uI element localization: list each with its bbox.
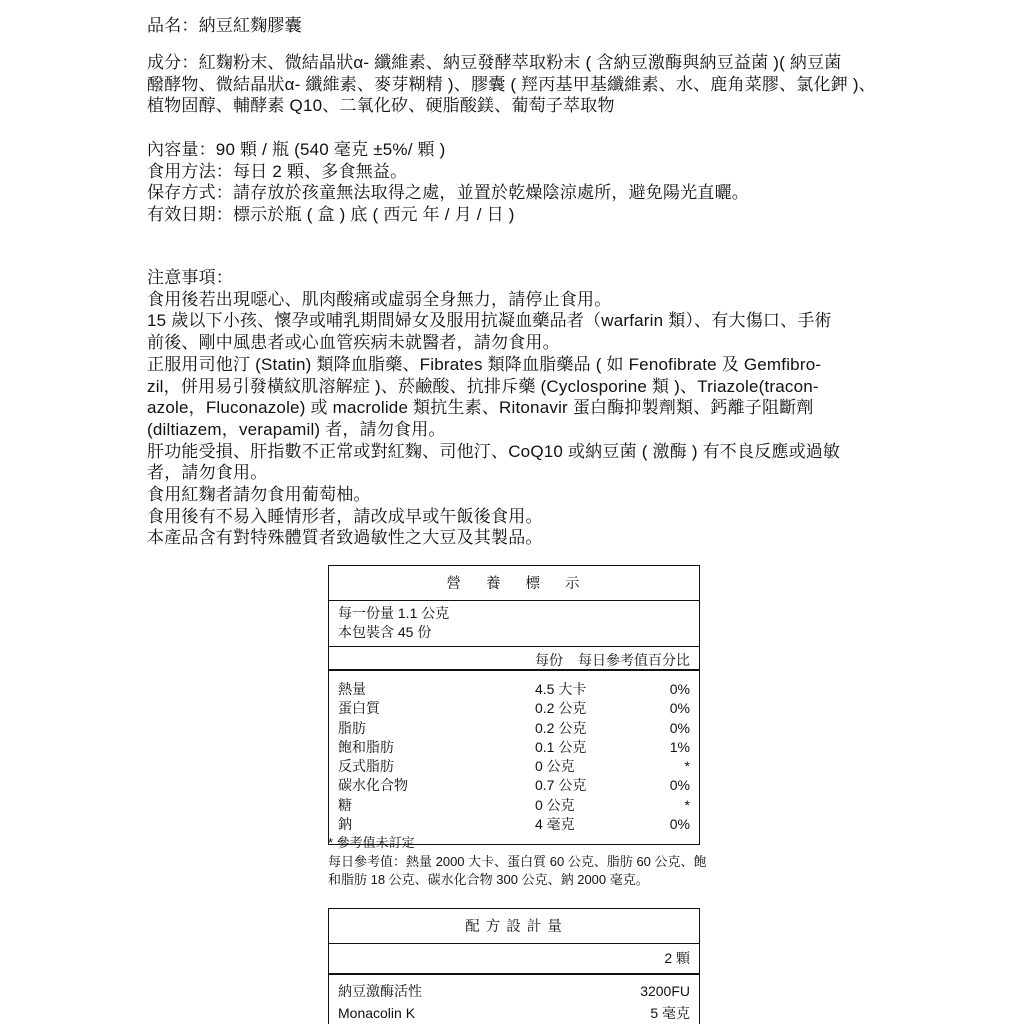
formula-name: Monacolin K <box>338 1005 416 1021</box>
precaution-line: 者，請勿食用。 <box>147 463 268 483</box>
formula-row <box>329 1003 699 1024</box>
product-info-section <box>147 139 749 226</box>
nutrition-row <box>329 757 699 776</box>
nutrient-name: 反式脂肪 <box>338 758 394 775</box>
storage-line: 保存方式：請存放於孩童無法取得之處，並置於乾燥陰涼處所，避免陽光直曬。 <box>147 183 749 203</box>
nutrient-name: 飽和脂肪 <box>338 738 394 755</box>
nutrient-daily-value: 0% <box>669 681 690 697</box>
ingredients-line: 醱酵物、微結晶狀α- 纖維素、麥芽糊精 )、膠囊 ( 羥丙基甲基纖維素、水、鹿角菜膠、氯化鉀 )、 <box>147 74 876 94</box>
precaution-line: 本產品含有對特殊體質者致過敏性之大豆及其製品。 <box>147 528 543 548</box>
nutrient-daily-value: 1% <box>669 738 690 755</box>
formula-value: 5 毫克 <box>650 1005 690 1021</box>
precautions-heading: 注意事項： <box>147 268 233 287</box>
footnote-line: 每日參考值：熱量 2000 大卡、蛋白質 60 公克、脂肪 60 公克、飽 <box>328 853 707 869</box>
daily-value-column-header: 每日參考值百分比 <box>578 652 690 668</box>
nutrient-amount: 0.7 公克 <box>535 777 587 794</box>
nutrient-amount: 4.5 大卡 <box>535 681 587 697</box>
ingredients-line: 植物固醇、輔酵素 Q10、二氧化矽、硬脂酸鎂、葡萄子萃取物 <box>147 96 615 116</box>
net-content-line: 內容量：90 顆 / 瓶 (540 毫克 ±5%/ 顆 ) <box>147 140 446 159</box>
nutrient-amount: 0.2 公克 <box>535 719 587 736</box>
nutrition-row <box>329 699 699 718</box>
nutrient-daily-value: * <box>684 796 690 813</box>
nutrition-rows <box>329 671 699 844</box>
nutrient-daily-value: 0% <box>669 777 690 794</box>
nutrient-amount: 0 公克 <box>535 796 575 813</box>
dose-row: 2 顆 <box>329 944 699 975</box>
footnote-line: 和脂肪 18 公克、碳水化合物 300 公克、鈉 2000 毫克。 <box>328 872 649 888</box>
nutrient-amount: 0.2 公克 <box>535 700 587 717</box>
precaution-line: 15 歲以下小孩、懷孕或哺乳期間婦女及服用抗凝血藥品者（warfarin 類）、有大傷口、手術 <box>147 311 832 331</box>
product-name-line: 品名：納豆紅麴膠囊 <box>147 16 302 35</box>
formula-row <box>329 980 699 1003</box>
formula-value: 3200FU <box>640 982 690 999</box>
nutrient-daily-value: 0% <box>669 816 690 833</box>
nutrition-row <box>329 680 699 699</box>
nutrient-name: 鈉 <box>338 816 352 833</box>
precaution-line: 食用後若出現噁心、肌肉酸痛或虛弱全身無力，請停止食用。 <box>147 289 612 309</box>
nutrition-row <box>329 738 699 757</box>
nutrient-daily-value: 0% <box>669 719 690 736</box>
nutrient-daily-value: 0% <box>669 700 690 717</box>
nutrient-amount: 4 毫克 <box>535 816 575 833</box>
nutrition-facts-table <box>328 565 700 845</box>
nutrient-name: 糖 <box>338 796 352 813</box>
nutrient-daily-value: * <box>684 758 690 775</box>
formula-name: 納豆激酶活性 <box>338 982 422 999</box>
nutrition-table-title: 營 養 標 示 <box>329 566 699 601</box>
precaution-line: 前後、剛中風患者或心血管疾病未就醫者，請勿食用。 <box>147 333 560 353</box>
precaution-line: 正服用司他汀 (Statin) 類降血脂藥、Fibrates 類降血脂藥品 ( 如 Fenofibrate 及 Gemfibro- <box>147 354 822 374</box>
precaution-line: 食用紅麴者請勿食用葡萄柚。 <box>147 485 371 505</box>
nutrition-row <box>329 719 699 738</box>
serving-size-line: 每一份量 1.1 公克 <box>338 605 450 621</box>
nutrient-name: 蛋白質 <box>338 700 380 717</box>
serving-info-section <box>329 601 699 647</box>
nutrient-name: 碳水化合物 <box>338 777 408 794</box>
precaution-line: (diltiazem，verapamil) 者，請勿食用。 <box>147 419 446 439</box>
nutrition-column-headers <box>329 647 699 671</box>
nutrition-row <box>329 815 699 834</box>
nutrition-row <box>329 776 699 795</box>
nutrition-row <box>329 796 699 815</box>
precaution-line: 食用後有不易入睡情形者，請改成早或午飯後食用。 <box>147 506 543 526</box>
ingredients-section <box>147 52 876 117</box>
usage-line: 食用方法：每日 2 顆、多食無益。 <box>147 161 408 181</box>
nutrient-name: 熱量 <box>338 681 366 697</box>
formula-rows <box>329 975 699 1024</box>
formula-design-table <box>328 908 700 1024</box>
product-name-section <box>147 15 302 37</box>
nutrient-amount: 0.1 公克 <box>535 738 587 755</box>
expiry-line: 有效日期：標示於瓶 ( 盒 ) 底 ( 西元 年 / 月 / 日 ) <box>147 205 515 225</box>
ingredients-line: 成分：紅麴粉末、微結晶狀α- 纖維素、納豆發酵萃取粉末 ( 含納豆激酶與納豆益菌 )( 納豆菌 <box>147 53 842 72</box>
footnote-line: * 參考值未訂定 <box>328 835 415 850</box>
precaution-line: 肝功能受損、肝指數不正常或對紅麴、司他汀、CoQ10 或納豆菌 ( 激酶 ) 有不良反應或過敏 <box>147 441 841 461</box>
servings-per-pack-line: 本包裝含 45 份 <box>338 623 432 640</box>
precaution-line: azole，Fluconazole) 或 macrolide 類抗生素、Ritonavir 蛋白酶抑製劑類、鈣離子阻斷劑 <box>147 398 814 418</box>
per-serving-column-header: 每份 <box>535 652 563 668</box>
precaution-line: zil，併用易引發橫紋肌溶解症 )、菸鹼酸、抗排斥藥 (Cyclosporine 類 )、Triazole(tracon- <box>147 376 819 396</box>
nutrient-amount: 0 公克 <box>535 758 575 775</box>
precautions-section <box>147 267 840 549</box>
nutrient-name: 脂肪 <box>338 719 366 736</box>
reference-footnote <box>328 834 728 890</box>
formula-table-title: 配 方 設 計 量 <box>329 909 699 944</box>
